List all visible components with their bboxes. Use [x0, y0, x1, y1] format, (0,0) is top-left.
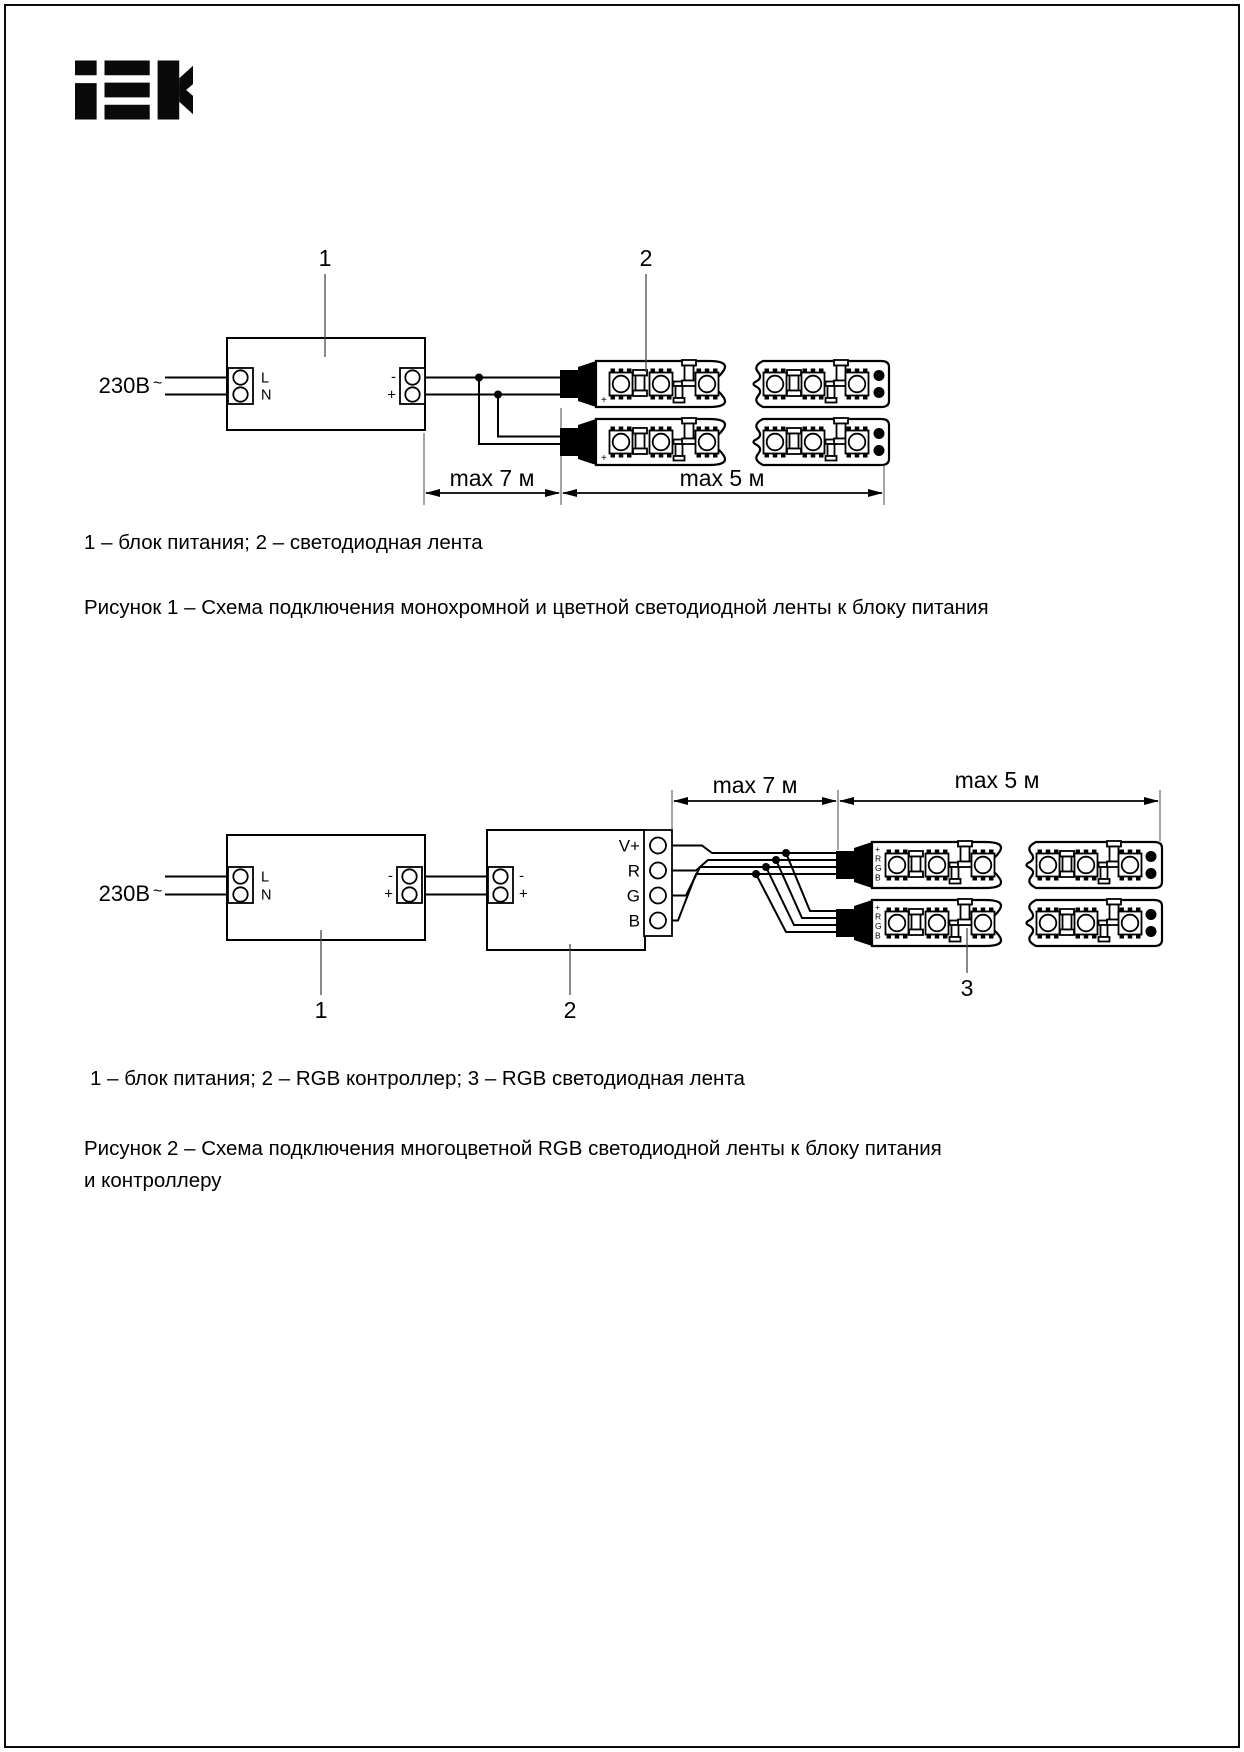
controller-label-minus: - — [519, 867, 524, 885]
fig2-input-wires — [165, 877, 230, 895]
strip-end-pad — [874, 387, 885, 398]
fig2-psu-output-terminal — [397, 867, 422, 903]
led-chip — [926, 850, 949, 881]
resistor — [787, 370, 801, 396]
fig1-ref-psu: 1 — [318, 245, 332, 271]
strip-connector — [560, 428, 578, 456]
wire-junction-dot — [762, 863, 770, 871]
led-chip — [650, 369, 673, 400]
fig1-legend: 1 – блок питания; 2 – светодиодная лента — [84, 531, 483, 554]
wire-junction-dot — [475, 374, 483, 382]
strip-end-pad — [1146, 868, 1157, 879]
fig2-ref-strip: 3 — [960, 975, 974, 1001]
wire-junction-dot — [752, 870, 760, 878]
fig2-ref-controller: 2 — [563, 997, 577, 1023]
pin-plus: + — [875, 844, 880, 854]
led-chip — [610, 427, 633, 458]
led-chip — [846, 369, 869, 400]
resistor — [682, 418, 696, 444]
fig2-controller-output-terminal — [644, 830, 672, 936]
output-label-vplus: V+ — [618, 836, 640, 856]
pin-r: R — [875, 853, 882, 864]
strip-connector — [836, 851, 854, 879]
fig2-dimensions — [673, 767, 1159, 805]
led-chip — [650, 427, 673, 458]
led-chip — [1119, 850, 1142, 881]
fig2-legend: 1 – блок питания; 2 – RGB контроллер; 3 – RGB светодиодная лента — [90, 1067, 745, 1090]
terminal-label-l: L — [261, 869, 270, 886]
fig2-controller-input-terminal — [488, 867, 513, 903]
controller-label-plus: + — [519, 885, 528, 903]
pin-r: R — [875, 911, 882, 922]
fig1-title: Рисунок 1 – Схема подключения монохромной и цветной светодиодной ленты к блоку питания — [84, 596, 989, 619]
figure-1-diagram — [99, 245, 889, 505]
strip-end-pad — [1146, 851, 1157, 862]
resistor — [909, 909, 923, 935]
strip-end-pad — [874, 428, 885, 439]
fig1-voltage-tilde: ~ — [153, 375, 163, 392]
led-chip — [1037, 908, 1060, 939]
led-chip — [972, 850, 995, 881]
strip-plus-mark: + — [601, 453, 607, 464]
led-chip — [1075, 850, 1098, 881]
fig1-voltage-label: 230В — [98, 373, 150, 398]
resistor — [958, 899, 972, 925]
wire-junction-dot — [772, 856, 780, 864]
pin-b: B — [875, 872, 881, 883]
fig2-power-supply — [227, 835, 425, 940]
terminal-label-minus: - — [391, 368, 396, 386]
strip-connector-wedge — [854, 842, 872, 888]
strip-end-pad — [1146, 926, 1157, 937]
fig1-dim-strip-label: max 5 м — [679, 465, 765, 491]
led-chip — [802, 427, 825, 458]
led-chip — [1075, 908, 1098, 939]
strip-connector-wedge — [578, 361, 596, 407]
wire-junction-dot — [494, 391, 502, 399]
pin-g: G — [875, 921, 882, 931]
pin-g: G — [875, 863, 882, 873]
fig2-psu-input-terminal — [228, 867, 253, 903]
fig2-dim-wire-label: max 7 м — [712, 772, 798, 798]
wire-junction-dot — [782, 849, 790, 857]
led-chip — [696, 427, 719, 458]
strip-connector — [560, 370, 578, 398]
led-chip — [764, 369, 787, 400]
fig2-rgb-controller — [487, 830, 672, 950]
resistor — [909, 851, 923, 877]
terminal-label-minus: - — [388, 867, 393, 885]
led-chip — [886, 850, 909, 881]
led-chip — [610, 369, 633, 400]
led-chip — [886, 908, 909, 939]
fig1-power-supply — [227, 338, 425, 430]
led-chip — [846, 427, 869, 458]
terminal-label-n: N — [261, 887, 272, 904]
fig2-led-strip-top — [836, 841, 1162, 888]
fig1-led-strip-bottom — [560, 418, 889, 465]
output-label-g: G — [626, 886, 640, 906]
fig2-title-line1: Рисунок 2 – Схема подключения многоцветной RGB светодиодной ленты к блоку питания — [84, 1137, 942, 1160]
led-chip — [802, 369, 825, 400]
led-chip — [926, 908, 949, 939]
output-label-b: B — [628, 911, 640, 931]
fig2-voltage-tilde: ~ — [153, 883, 163, 900]
strip-plus-mark: + — [601, 395, 607, 406]
pin-b: B — [875, 930, 881, 941]
resistor — [633, 370, 647, 396]
strip-end-pad — [1146, 909, 1157, 920]
fig2-dim-strip-label: max 5 м — [954, 767, 1040, 793]
fig1-input-wires — [165, 378, 230, 395]
terminal-label-l: L — [261, 370, 270, 387]
fig1-output-wires — [419, 374, 564, 445]
terminal-label-n: N — [261, 387, 272, 404]
resistor — [958, 841, 972, 867]
fig1-dimensions — [425, 465, 883, 497]
fig1-ref-strip: 2 — [639, 245, 653, 271]
fig2-voltage-label: 230В — [98, 881, 150, 906]
fig2-title-line2: и контроллеру — [84, 1169, 222, 1192]
resistor — [633, 428, 647, 454]
led-chip — [696, 369, 719, 400]
resistor — [682, 360, 696, 386]
fig1-psu-output-terminal — [400, 368, 425, 404]
strip-connector — [836, 909, 854, 937]
led-chip — [1037, 850, 1060, 881]
fig1-led-strip-top — [560, 360, 889, 407]
resistor — [1060, 909, 1074, 935]
terminal-label-plus: + — [384, 885, 393, 903]
strip-connector-wedge — [578, 419, 596, 465]
fig2-rgb-wires — [666, 846, 838, 933]
led-chip — [764, 427, 787, 458]
resistor — [787, 428, 801, 454]
strip-connector-wedge — [854, 900, 872, 946]
strip-end-pad — [874, 370, 885, 381]
terminal-label-plus: + — [387, 386, 396, 404]
led-chip — [1119, 908, 1142, 939]
resistor — [1060, 851, 1074, 877]
output-label-r: R — [627, 861, 640, 881]
figure-2-diagram — [99, 767, 1162, 1023]
led-chip — [972, 908, 995, 939]
pin-plus: + — [875, 902, 880, 912]
strip-end-pad — [874, 445, 885, 456]
fig1-psu-input-terminal — [228, 368, 253, 404]
fig2-psu-to-controller-wires — [416, 877, 494, 895]
fig2-led-strip-bottom — [836, 899, 1162, 946]
fig2-ref-psu: 1 — [314, 997, 328, 1023]
fig1-dim-wire-label: max 7 м — [449, 465, 535, 491]
